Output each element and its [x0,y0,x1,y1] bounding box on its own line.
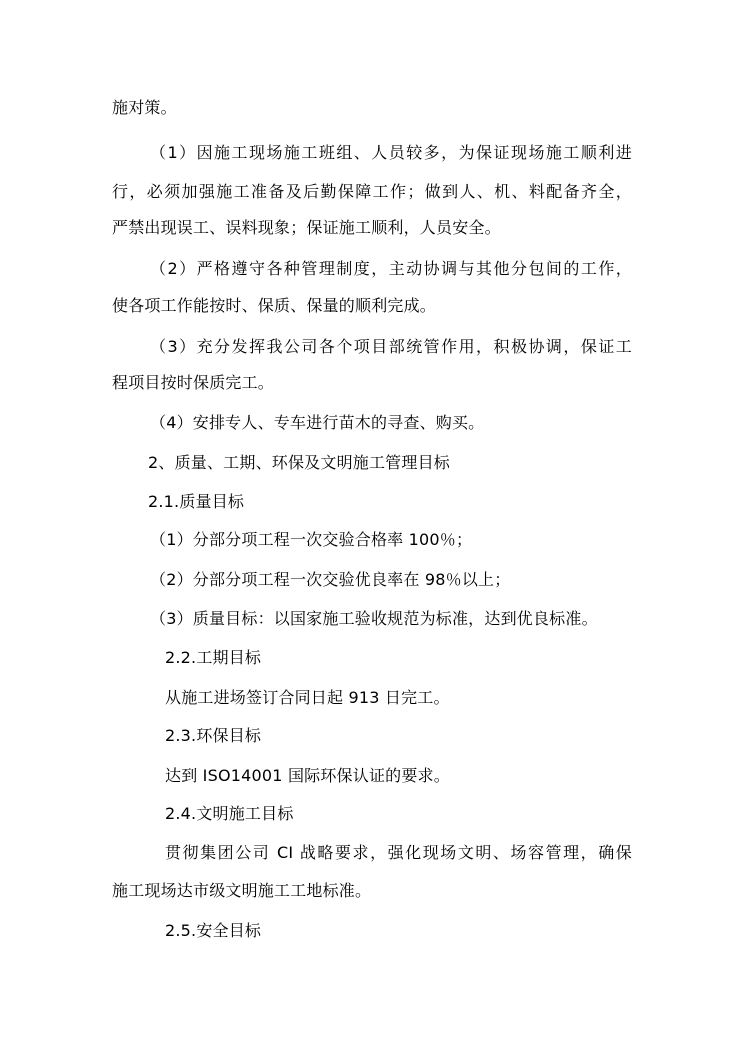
subsection-heading: 2.2.工期目标 [165,648,262,667]
text-line: （2）分部分项工程一次交验优良率在 98％以上； [150,570,511,589]
text-line: 施对策。 [112,98,177,117]
text-line: 程项目按时保质完工。 [112,373,275,392]
text-line: 达到 ISO14001 国际环保认证的要求。 [165,766,450,785]
text-line: （1）因施工现场施工班组、人员较多，为保证现场施工顺利进 [150,143,632,162]
subsection-heading: 2.4.文明施工目标 [165,804,294,823]
text-line: 严禁出现误工、误料现象；保证施工顺利，人员安全。 [112,218,501,237]
text-line: （3）充分发挥我公司各个项目部统管作用，积极协调，保证工 [150,337,632,356]
subsection-heading: 2.1.质量目标 [148,492,245,511]
text-line: 行，必须加强施工准备及后勤保障工作；做到人、机、料配备齐全， [112,182,632,201]
text-line: 从施工进场签订合同日起 913 日完工。 [165,688,450,707]
text-line: （2）严格遵守各种管理制度，主动协调与其他分包间的工作， [150,259,632,278]
text-line: 贯彻集团公司 CI 战略要求，强化现场文明、场容管理，确保 [165,843,632,862]
text-line: 施工现场达市级文明施工工地标准。 [112,881,372,900]
section-heading: 2、质量、工期、环保及文明施工管理目标 [148,453,450,472]
text-line: （3）质量目标：以国家施工验收规范为标准，达到优良标准。 [150,609,598,628]
text-line: （1）分部分项工程一次交验合格率 100％； [150,530,473,549]
text-line: 使各项工作能按时、保质、保量的顺利完成。 [112,296,437,315]
text-line: （4）安排专人、专车进行苗木的寻查、购买。 [150,413,485,432]
subsection-heading: 2.5.安全目标 [165,921,262,940]
subsection-heading: 2.3.环保目标 [165,726,262,745]
